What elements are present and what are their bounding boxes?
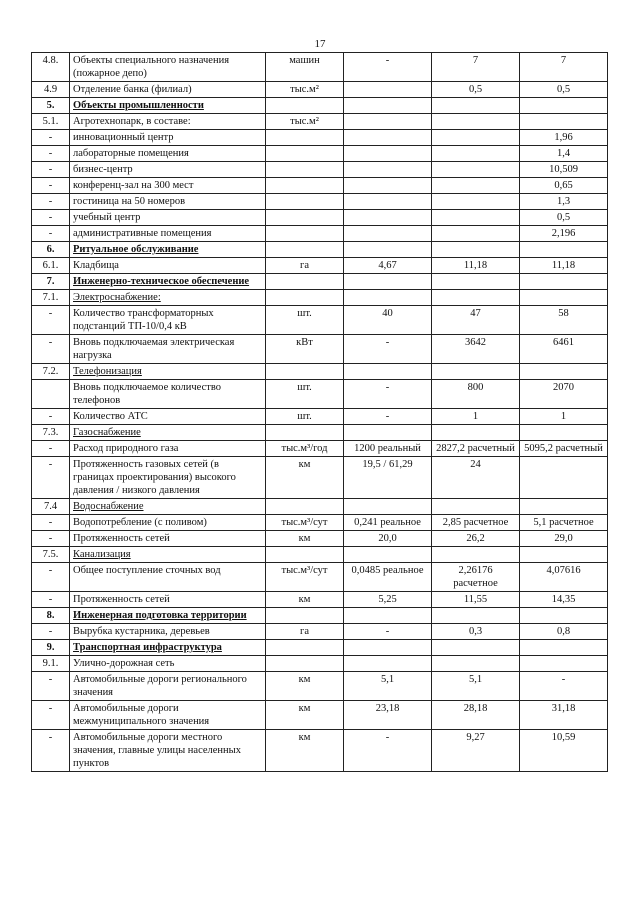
value-existing: - [344,53,432,82]
value-existing: - [344,380,432,409]
row-number: - [32,592,70,608]
value-existing [344,114,432,130]
value-existing [344,226,432,242]
value-stage1 [432,547,520,563]
row-unit [266,274,344,290]
value-stage1: 9,27 [432,730,520,772]
value-existing [344,98,432,114]
value-existing: 40 [344,306,432,335]
value-existing: 23,18 [344,701,432,730]
value-stage1: 2,85 расчетное [432,515,520,531]
row-name: Вновь подключаемая электрическая нагрузка [70,335,266,364]
row-number: 4.9 [32,82,70,98]
value-stage2 [520,114,608,130]
row-name: Вновь подключаемое количество телефонов [70,380,266,409]
table-row [32,364,608,380]
row-name: Объекты промышленности [70,98,266,114]
row-name: Телефонизация [70,364,266,380]
value-existing: 20,0 [344,531,432,547]
value-existing [344,162,432,178]
row-number: 8. [32,608,70,624]
row-name: Протяженность газовых сетей (в границах проектирования) высокого давления / низкого давления [70,457,266,499]
value-stage1 [432,114,520,130]
value-stage1: 47 [432,306,520,335]
value-existing: 0,0485 реальное [344,563,432,592]
value-stage2: 2070 [520,380,608,409]
value-stage1: 11,18 [432,258,520,274]
row-name: Расход природного газа [70,441,266,457]
row-number: - [32,306,70,335]
row-unit: км [266,592,344,608]
row-number: 9. [32,640,70,656]
value-stage1: 2,26176 расчетное [432,563,520,592]
value-stage1 [432,290,520,306]
row-name: лабораторные помещения [70,146,266,162]
value-stage2 [520,290,608,306]
table-row [32,242,608,258]
table-row [32,53,608,82]
indicators-table [31,52,608,772]
value-stage1 [432,226,520,242]
value-stage2: 1,4 [520,146,608,162]
table-row [32,162,608,178]
value-existing: - [344,730,432,772]
row-unit: га [266,258,344,274]
value-stage2: 4,07616 [520,563,608,592]
row-unit [266,162,344,178]
table-row [32,457,608,499]
row-name: Водоснабжение [70,499,266,515]
row-number: - [32,531,70,547]
row-unit [266,499,344,515]
value-existing [344,178,432,194]
table-row [32,592,608,608]
row-name: учебный центр [70,210,266,226]
row-unit [266,146,344,162]
row-unit: км [266,457,344,499]
value-stage2 [520,547,608,563]
table-row [32,547,608,563]
row-number: - [32,146,70,162]
row-unit [266,290,344,306]
row-name: Количество АТС [70,409,266,425]
value-stage2: 1,96 [520,130,608,146]
row-name: Протяженность сетей [70,531,266,547]
value-existing [344,194,432,210]
table-row [32,335,608,364]
table-row [32,515,608,531]
value-stage2: 1,3 [520,194,608,210]
value-stage2 [520,608,608,624]
value-stage1 [432,425,520,441]
value-existing [344,146,432,162]
row-name: гостиница на 50 номеров [70,194,266,210]
value-stage2 [520,98,608,114]
value-existing [344,290,432,306]
table-row [32,563,608,592]
row-number: - [32,701,70,730]
value-stage2: 11,18 [520,258,608,274]
value-stage2: 5095,2 расчетный [520,441,608,457]
value-stage2: 29,0 [520,531,608,547]
row-unit: тыс.м³/сут [266,563,344,592]
table-row [32,226,608,242]
value-existing [344,364,432,380]
value-stage2 [520,425,608,441]
row-unit [266,608,344,624]
row-unit [266,210,344,226]
row-name: Общее поступление сточных вод [70,563,266,592]
value-stage2: 0,8 [520,624,608,640]
table-row [32,258,608,274]
row-name: Количество трансформаторных подстанций ТП-10/0,4 кВ [70,306,266,335]
value-existing [344,425,432,441]
value-stage1: 26,2 [432,531,520,547]
row-unit: км [266,672,344,701]
value-existing: - [344,624,432,640]
row-name: Отделение банка (филиал) [70,82,266,98]
row-number: - [32,515,70,531]
row-unit [266,364,344,380]
row-number: 9.1. [32,656,70,672]
value-stage1 [432,499,520,515]
value-stage1 [432,194,520,210]
row-unit [266,178,344,194]
value-stage1: 24 [432,457,520,499]
row-number: 7.1. [32,290,70,306]
value-existing [344,242,432,258]
table-row [32,290,608,306]
table-row [32,499,608,515]
table-row [32,640,608,656]
table-row [32,425,608,441]
row-number: - [32,178,70,194]
table-row [32,441,608,457]
row-unit [266,640,344,656]
table-row [32,98,608,114]
row-unit: шт. [266,306,344,335]
row-unit: шт. [266,380,344,409]
value-stage2: 5,1 расчетное [520,515,608,531]
value-stage2 [520,457,608,499]
row-number: - [32,162,70,178]
row-name: Инженерно-техническое обеспечение [70,274,266,290]
table-row [32,701,608,730]
table-row [32,82,608,98]
page-number: 17 [314,38,326,50]
table-row [32,274,608,290]
row-unit: тыс.м² [266,114,344,130]
row-number: 7.5. [32,547,70,563]
value-stage1: 7 [432,53,520,82]
value-stage1: 2827,2 расчетный [432,441,520,457]
value-existing [344,274,432,290]
row-number: 4.8. [32,53,70,82]
row-number: 7. [32,274,70,290]
row-unit: тыс.м² [266,82,344,98]
row-unit [266,242,344,258]
value-stage1 [432,242,520,258]
row-unit: тыс.м³/сут [266,515,344,531]
value-stage2 [520,499,608,515]
table-row [32,608,608,624]
table-row [32,730,608,772]
table-row [32,114,608,130]
row-name: Ритуальное обслуживание [70,242,266,258]
table-row [32,531,608,547]
value-existing [344,640,432,656]
row-unit: шт. [266,409,344,425]
value-existing: - [344,335,432,364]
row-name: Вырубка кустарника, деревьев [70,624,266,640]
value-stage2: 0,65 [520,178,608,194]
value-stage2 [520,242,608,258]
value-existing [344,82,432,98]
value-existing: - [344,409,432,425]
row-number: - [32,409,70,425]
value-stage2: 31,18 [520,701,608,730]
row-unit [266,226,344,242]
value-stage1 [432,210,520,226]
row-number: - [32,335,70,364]
row-name: Канализация [70,547,266,563]
row-number: 6.1. [32,258,70,274]
table-row [32,178,608,194]
table-row [32,380,608,409]
value-stage1: 0,5 [432,82,520,98]
row-name: Автомобильные дороги межмуниципального значения [70,701,266,730]
row-unit: га [266,624,344,640]
row-name: Транспортная инфраструктура [70,640,266,656]
value-existing: 5,1 [344,672,432,701]
value-stage2: 6461 [520,335,608,364]
value-existing: 4,67 [344,258,432,274]
value-stage1 [432,274,520,290]
row-unit [266,194,344,210]
value-stage1 [432,608,520,624]
row-name: Электроснабжение: [70,290,266,306]
value-stage1: 28,18 [432,701,520,730]
row-unit [266,656,344,672]
value-stage2: 0,5 [520,210,608,226]
value-existing [344,499,432,515]
row-name: Водопотребление (с поливом) [70,515,266,531]
table-row [32,210,608,226]
row-name: административные помещения [70,226,266,242]
row-name: Улично-дорожная сеть [70,656,266,672]
table-row [32,130,608,146]
row-number: 7.2. [32,364,70,380]
value-stage1 [432,178,520,194]
value-stage1: 800 [432,380,520,409]
row-number: 7.4 [32,499,70,515]
row-unit: тыс.м³/год [266,441,344,457]
table-row [32,194,608,210]
value-existing [344,547,432,563]
value-stage2: 0,5 [520,82,608,98]
value-existing [344,656,432,672]
row-name: Автомобильные дороги регионального значения [70,672,266,701]
value-existing: 0,241 реальное [344,515,432,531]
table-row [32,624,608,640]
value-stage1 [432,98,520,114]
row-number: - [32,457,70,499]
value-stage2 [520,656,608,672]
value-existing [344,210,432,226]
row-name: конференц-зал на 300 мест [70,178,266,194]
row-number: - [32,672,70,701]
row-name: бизнес-центр [70,162,266,178]
table-row [32,146,608,162]
row-unit [266,547,344,563]
table-row [32,409,608,425]
row-number: - [32,130,70,146]
value-stage2: - [520,672,608,701]
value-stage1: 3642 [432,335,520,364]
row-name: Объекты специального назначения (пожарное депо) [70,53,266,82]
table-row [32,306,608,335]
row-number [32,380,70,409]
row-unit [266,130,344,146]
value-stage2: 58 [520,306,608,335]
row-name: Агротехнопарк, в составе: [70,114,266,130]
value-stage2: 10,509 [520,162,608,178]
row-unit: км [266,531,344,547]
row-number: 5.1. [32,114,70,130]
value-stage1: 5,1 [432,672,520,701]
value-stage2 [520,364,608,380]
value-stage2: 14,35 [520,592,608,608]
row-unit [266,425,344,441]
value-stage1 [432,146,520,162]
row-unit: машин [266,53,344,82]
row-unit: кВт [266,335,344,364]
value-existing: 19,5 / 61,29 [344,457,432,499]
value-stage1 [432,130,520,146]
value-stage1 [432,656,520,672]
row-name: Инженерная подготовка территории [70,608,266,624]
value-stage1: 0,3 [432,624,520,640]
row-number: 5. [32,98,70,114]
value-existing [344,608,432,624]
value-existing: 1200 реальный [344,441,432,457]
row-number: - [32,563,70,592]
value-stage1: 1 [432,409,520,425]
row-number: - [32,624,70,640]
row-number: - [32,441,70,457]
row-number: - [32,730,70,772]
row-number: - [32,226,70,242]
row-number: 7.3. [32,425,70,441]
row-name: инновационный центр [70,130,266,146]
row-name: Автомобильные дороги местного значения, главные улицы населенных пунктов [70,730,266,772]
value-stage2 [520,640,608,656]
row-name: Протяженность сетей [70,592,266,608]
row-number: - [32,194,70,210]
value-stage1: 11,55 [432,592,520,608]
row-number: 6. [32,242,70,258]
value-existing: 5,25 [344,592,432,608]
value-stage2: 10,59 [520,730,608,772]
value-stage2: 2,196 [520,226,608,242]
row-name: Газоснабжение [70,425,266,441]
row-name: Кладбища [70,258,266,274]
row-unit [266,98,344,114]
row-unit: км [266,701,344,730]
value-stage1 [432,640,520,656]
table-row [32,672,608,701]
value-stage2: 1 [520,409,608,425]
row-unit: км [266,730,344,772]
table-row [32,656,608,672]
value-existing [344,130,432,146]
row-number: - [32,210,70,226]
value-stage1 [432,364,520,380]
value-stage1 [432,162,520,178]
value-stage2: 7 [520,53,608,82]
value-stage2 [520,274,608,290]
